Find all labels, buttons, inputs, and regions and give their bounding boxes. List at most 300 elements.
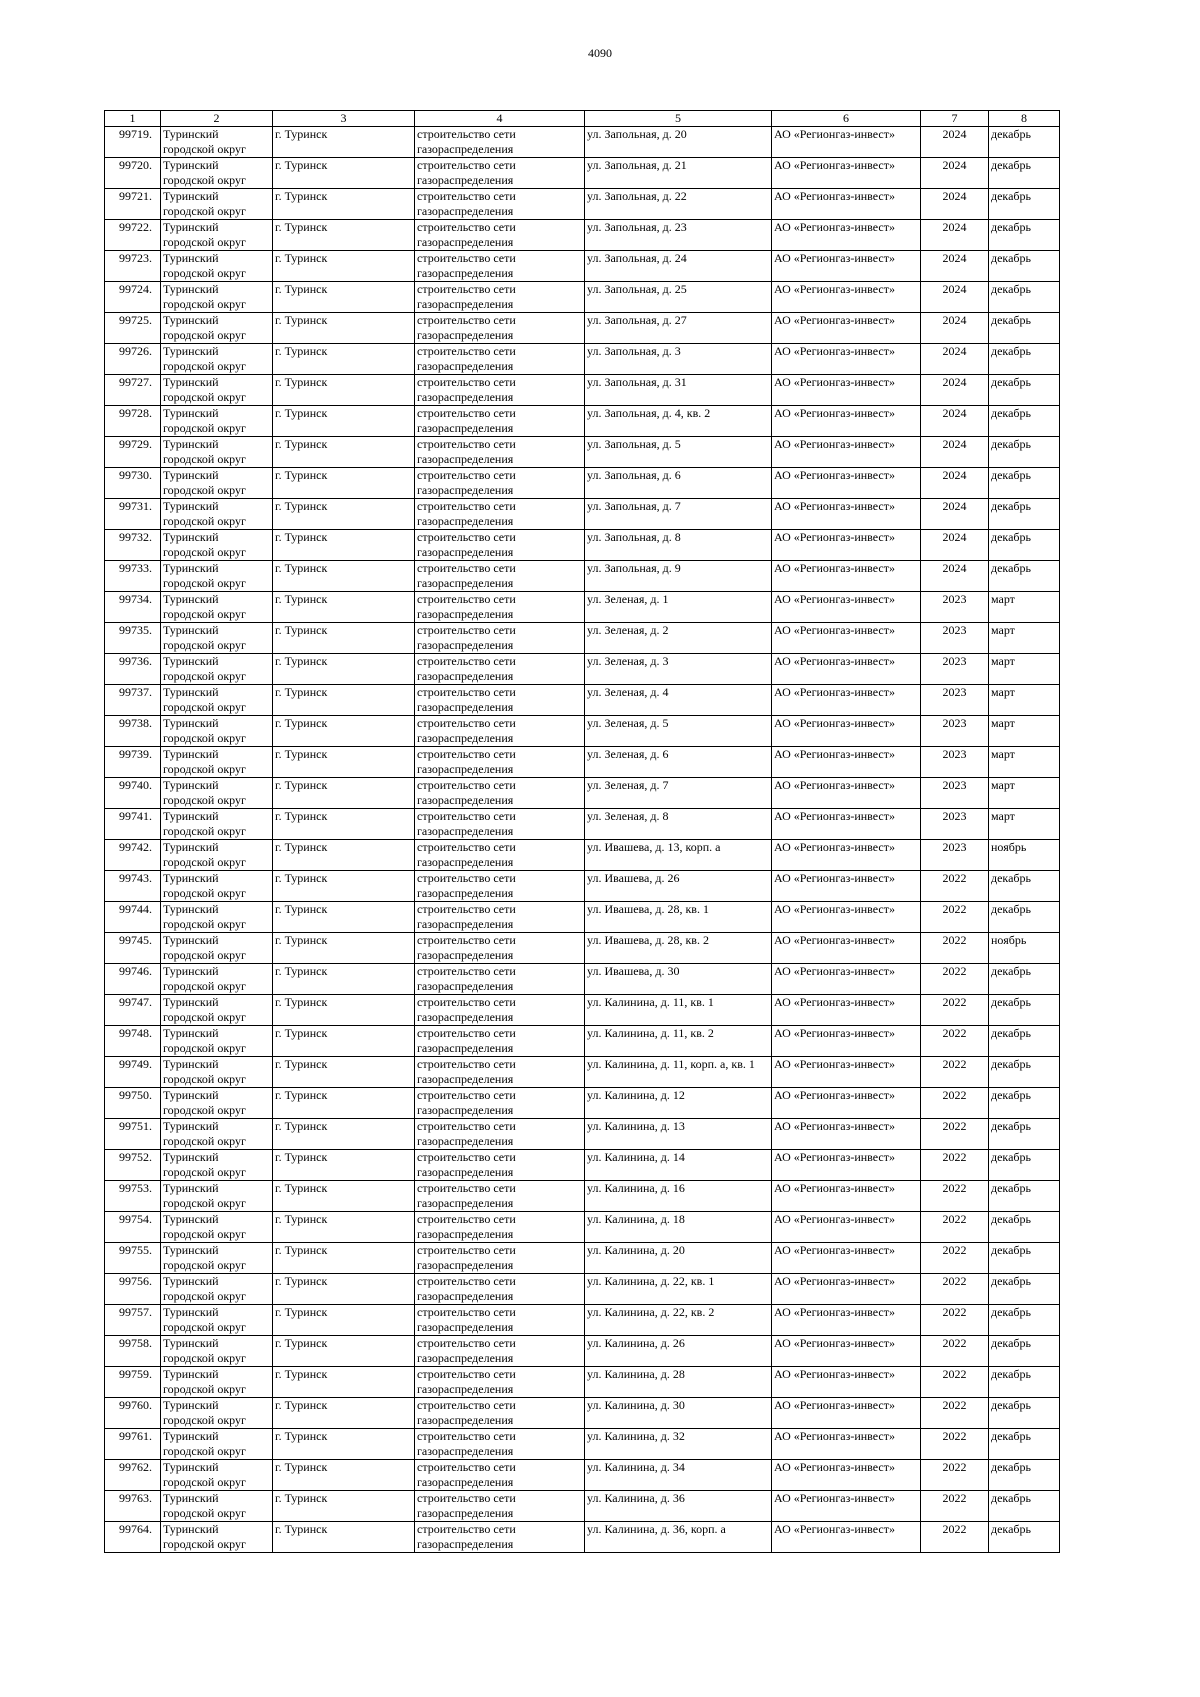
month-cell: декабрь: [989, 158, 1060, 189]
settlement-cell: г. Туринск: [273, 1522, 415, 1553]
address-cell: ул. Калинина, д. 20: [585, 1243, 772, 1274]
year-cell: 2023: [921, 654, 989, 685]
column-header: 7: [921, 111, 989, 127]
work-type-line-2: газораспределения: [417, 266, 514, 280]
address-cell: ул. Запольная, д. 31: [585, 375, 772, 406]
settlement-cell: г. Туринск: [273, 809, 415, 840]
work-type-line-2: газораспределения: [417, 235, 514, 249]
work-type-line-2: газораспределения: [417, 1196, 514, 1210]
district-line-1: Туринский: [163, 251, 219, 265]
district-line-2: городской округ: [163, 1351, 246, 1365]
table-row: [105, 1367, 1060, 1398]
row-number: 99719.: [105, 127, 161, 158]
district-line-2: городской округ: [163, 1320, 246, 1334]
organization-cell: АО «Регионгаз-инвест»: [772, 1460, 921, 1491]
district-line-2: городской округ: [163, 948, 246, 962]
settlement-cell: г. Туринск: [273, 933, 415, 964]
work-type-line-2: газораспределения: [417, 762, 514, 776]
work-type-line-1: строительство сети: [417, 375, 516, 389]
work-type-line-1: строительство сети: [417, 282, 516, 296]
district-line-2: городской округ: [163, 700, 246, 714]
row-number: 99750.: [105, 1088, 161, 1119]
work-type-line-2: газораспределения: [417, 917, 514, 931]
table-row: [105, 623, 1060, 654]
district-cell: [161, 1026, 273, 1057]
year-cell: 2023: [921, 685, 989, 716]
district-line-1: Туринский: [163, 1522, 219, 1536]
district-line-1: Туринский: [163, 468, 219, 482]
district-line-2: городской округ: [163, 1103, 246, 1117]
district-cell: [161, 1429, 273, 1460]
district-line-2: городской округ: [163, 1537, 246, 1551]
district-cell: [161, 499, 273, 530]
district-cell: [161, 1274, 273, 1305]
work-type-cell: [415, 1367, 585, 1398]
work-type-line-2: газораспределения: [417, 421, 514, 435]
address-cell: ул. Запольная, д. 5: [585, 437, 772, 468]
district-line-1: Туринский: [163, 1212, 219, 1226]
district-line-2: городской округ: [163, 390, 246, 404]
work-type-line-2: газораспределения: [417, 886, 514, 900]
district-line-1: Туринский: [163, 220, 219, 234]
work-type-cell: [415, 1429, 585, 1460]
work-type-line-1: строительство сети: [417, 127, 516, 141]
work-type-cell: [415, 1460, 585, 1491]
work-type-line-1: строительство сети: [417, 1181, 516, 1195]
table-row: [105, 406, 1060, 437]
organization-cell: АО «Регионгаз-инвест»: [772, 344, 921, 375]
row-number: 99760.: [105, 1398, 161, 1429]
settlement-cell: г. Туринск: [273, 375, 415, 406]
work-type-line-2: газораспределения: [417, 1289, 514, 1303]
settlement-cell: г. Туринск: [273, 1491, 415, 1522]
district-cell: [161, 654, 273, 685]
column-number-row: [105, 111, 1060, 127]
year-cell: 2022: [921, 964, 989, 995]
table-row: [105, 840, 1060, 871]
work-type-cell: [415, 1088, 585, 1119]
organization-cell: АО «Регионгаз-инвест»: [772, 964, 921, 995]
address-cell: ул. Калинина, д. 22, кв. 2: [585, 1305, 772, 1336]
table-row: [105, 561, 1060, 592]
address-cell: ул. Калинина, д. 11, корп. а, кв. 1: [585, 1057, 772, 1088]
year-cell: 2022: [921, 1057, 989, 1088]
district-line-1: Туринский: [163, 1088, 219, 1102]
organization-cell: АО «Регионгаз-инвест»: [772, 933, 921, 964]
row-number: 99730.: [105, 468, 161, 499]
year-cell: 2024: [921, 127, 989, 158]
year-cell: 2022: [921, 1460, 989, 1491]
settlement-cell: г. Туринск: [273, 1026, 415, 1057]
work-type-cell: [415, 468, 585, 499]
year-cell: 2022: [921, 1150, 989, 1181]
month-cell: декабрь: [989, 1305, 1060, 1336]
month-cell: декабрь: [989, 1057, 1060, 1088]
table-row: [105, 902, 1060, 933]
district-line-1: Туринский: [163, 592, 219, 606]
district-line-1: Туринский: [163, 809, 219, 823]
work-type-line-2: газораспределения: [417, 793, 514, 807]
table-row: [105, 871, 1060, 902]
settlement-cell: г. Туринск: [273, 685, 415, 716]
settlement-cell: г. Туринск: [273, 995, 415, 1026]
district-line-2: городской округ: [163, 235, 246, 249]
district-line-1: Туринский: [163, 1398, 219, 1412]
district-cell: [161, 964, 273, 995]
month-cell: декабрь: [989, 561, 1060, 592]
district-cell: [161, 1491, 273, 1522]
month-cell: декабрь: [989, 189, 1060, 220]
district-cell: [161, 1181, 273, 1212]
district-line-1: Туринский: [163, 561, 219, 575]
district-line-2: городской округ: [163, 1196, 246, 1210]
month-cell: март: [989, 747, 1060, 778]
work-type-line-2: газораспределения: [417, 731, 514, 745]
month-cell: декабрь: [989, 1243, 1060, 1274]
year-cell: 2023: [921, 747, 989, 778]
organization-cell: АО «Регионгаз-инвест»: [772, 127, 921, 158]
table-row: [105, 1243, 1060, 1274]
row-number: 99758.: [105, 1336, 161, 1367]
work-type-line-1: строительство сети: [417, 747, 516, 761]
work-type-cell: [415, 1181, 585, 1212]
district-cell: [161, 1119, 273, 1150]
work-type-line-1: строительство сети: [417, 158, 516, 172]
district-line-2: городской округ: [163, 731, 246, 745]
work-type-line-1: строительство сети: [417, 1088, 516, 1102]
row-number: 99762.: [105, 1460, 161, 1491]
settlement-cell: г. Туринск: [273, 1274, 415, 1305]
work-type-line-1: строительство сети: [417, 995, 516, 1009]
registry-table: [104, 110, 1060, 1553]
work-type-line-1: строительство сети: [417, 1336, 516, 1350]
row-number: 99743.: [105, 871, 161, 902]
settlement-cell: г. Туринск: [273, 840, 415, 871]
district-cell: [161, 1305, 273, 1336]
year-cell: 2024: [921, 561, 989, 592]
work-type-line-1: строительство сети: [417, 189, 516, 203]
district-line-1: Туринский: [163, 1336, 219, 1350]
year-cell: 2022: [921, 1522, 989, 1553]
work-type-cell: [415, 592, 585, 623]
month-cell: декабрь: [989, 344, 1060, 375]
address-cell: ул. Запольная, д. 7: [585, 499, 772, 530]
row-number: 99736.: [105, 654, 161, 685]
year-cell: 2022: [921, 1274, 989, 1305]
organization-cell: АО «Регионгаз-инвест»: [772, 1243, 921, 1274]
settlement-cell: г. Туринск: [273, 1305, 415, 1336]
month-cell: март: [989, 623, 1060, 654]
district-line-2: городской округ: [163, 514, 246, 528]
row-number: 99742.: [105, 840, 161, 871]
settlement-cell: г. Туринск: [273, 158, 415, 189]
row-number: 99751.: [105, 1119, 161, 1150]
work-type-line-2: газораспределения: [417, 1227, 514, 1241]
row-number: 99748.: [105, 1026, 161, 1057]
work-type-line-2: газораспределения: [417, 1351, 514, 1365]
address-cell: ул. Зеленая, д. 5: [585, 716, 772, 747]
row-number: 99725.: [105, 313, 161, 344]
year-cell: 2022: [921, 1367, 989, 1398]
work-type-line-2: газораспределения: [417, 1165, 514, 1179]
year-cell: 2024: [921, 437, 989, 468]
district-line-2: городской округ: [163, 359, 246, 373]
table-row: [105, 1088, 1060, 1119]
settlement-cell: г. Туринск: [273, 189, 415, 220]
district-cell: [161, 1336, 273, 1367]
month-cell: декабрь: [989, 251, 1060, 282]
month-cell: декабрь: [989, 1088, 1060, 1119]
address-cell: ул. Запольная, д. 3: [585, 344, 772, 375]
work-type-cell: [415, 220, 585, 251]
address-cell: ул. Запольная, д. 20: [585, 127, 772, 158]
organization-cell: АО «Регионгаз-инвест»: [772, 1336, 921, 1367]
address-cell: ул. Калинина, д. 26: [585, 1336, 772, 1367]
year-cell: 2023: [921, 809, 989, 840]
district-line-1: Туринский: [163, 375, 219, 389]
table-row: [105, 1026, 1060, 1057]
work-type-line-2: газораспределения: [417, 1506, 514, 1520]
address-cell: ул. Ивашева, д. 28, кв. 1: [585, 902, 772, 933]
row-number: 99755.: [105, 1243, 161, 1274]
address-cell: ул. Запольная, д. 8: [585, 530, 772, 561]
work-type-cell: [415, 964, 585, 995]
organization-cell: АО «Регионгаз-инвест»: [772, 1088, 921, 1119]
district-line-2: городской округ: [163, 1227, 246, 1241]
settlement-cell: г. Туринск: [273, 747, 415, 778]
row-number: 99724.: [105, 282, 161, 313]
work-type-cell: [415, 840, 585, 871]
address-cell: ул. Запольная, д. 24: [585, 251, 772, 282]
year-cell: 2022: [921, 1336, 989, 1367]
settlement-cell: г. Туринск: [273, 592, 415, 623]
work-type-cell: [415, 189, 585, 220]
work-type-line-1: строительство сети: [417, 840, 516, 854]
work-type-cell: [415, 1398, 585, 1429]
settlement-cell: г. Туринск: [273, 1150, 415, 1181]
year-cell: 2024: [921, 406, 989, 437]
column-header: 6: [772, 111, 921, 127]
table-row: [105, 809, 1060, 840]
work-type-cell: [415, 685, 585, 716]
work-type-line-2: газораспределения: [417, 855, 514, 869]
settlement-cell: г. Туринск: [273, 1429, 415, 1460]
row-number: 99763.: [105, 1491, 161, 1522]
table-row: [105, 1460, 1060, 1491]
month-cell: декабрь: [989, 127, 1060, 158]
work-type-line-1: строительство сети: [417, 685, 516, 699]
work-type-line-1: строительство сети: [417, 530, 516, 544]
district-line-1: Туринский: [163, 654, 219, 668]
year-cell: 2024: [921, 313, 989, 344]
address-cell: ул. Запольная, д. 9: [585, 561, 772, 592]
month-cell: ноябрь: [989, 933, 1060, 964]
district-line-2: городской округ: [163, 1041, 246, 1055]
work-type-cell: [415, 1522, 585, 1553]
settlement-cell: г. Туринск: [273, 468, 415, 499]
row-number: 99731.: [105, 499, 161, 530]
work-type-line-2: газораспределения: [417, 1134, 514, 1148]
work-type-cell: [415, 251, 585, 282]
month-cell: март: [989, 809, 1060, 840]
address-cell: ул. Ивашева, д. 30: [585, 964, 772, 995]
work-type-cell: [415, 1026, 585, 1057]
district-line-2: городской округ: [163, 886, 246, 900]
district-cell: [161, 251, 273, 282]
month-cell: декабрь: [989, 1181, 1060, 1212]
district-line-1: Туринский: [163, 685, 219, 699]
organization-cell: АО «Регионгаз-инвест»: [772, 1057, 921, 1088]
work-type-line-2: газораспределения: [417, 1413, 514, 1427]
work-type-line-2: газораспределения: [417, 173, 514, 187]
work-type-cell: [415, 902, 585, 933]
organization-cell: АО «Регионгаз-инвест»: [772, 1398, 921, 1429]
district-cell: [161, 189, 273, 220]
address-cell: ул. Зеленая, д. 6: [585, 747, 772, 778]
address-cell: ул. Калинина, д. 34: [585, 1460, 772, 1491]
work-type-line-1: строительство сети: [417, 1057, 516, 1071]
year-cell: 2024: [921, 530, 989, 561]
month-cell: март: [989, 778, 1060, 809]
work-type-line-1: строительство сети: [417, 1119, 516, 1133]
table-row: [105, 499, 1060, 530]
district-cell: [161, 561, 273, 592]
work-type-line-1: строительство сети: [417, 902, 516, 916]
work-type-line-2: газораспределения: [417, 483, 514, 497]
district-line-2: городской округ: [163, 669, 246, 683]
year-cell: 2024: [921, 158, 989, 189]
row-number: 99761.: [105, 1429, 161, 1460]
district-line-2: городской округ: [163, 1134, 246, 1148]
address-cell: ул. Калинина, д. 36, корп. а: [585, 1522, 772, 1553]
district-line-1: Туринский: [163, 313, 219, 327]
row-number: 99739.: [105, 747, 161, 778]
district-line-2: городской округ: [163, 793, 246, 807]
district-line-1: Туринский: [163, 1429, 219, 1443]
address-cell: ул. Зеленая, д. 2: [585, 623, 772, 654]
address-cell: ул. Калинина, д. 12: [585, 1088, 772, 1119]
work-type-cell: [415, 282, 585, 313]
work-type-cell: [415, 406, 585, 437]
settlement-cell: г. Туринск: [273, 282, 415, 313]
work-type-line-1: строительство сети: [417, 809, 516, 823]
district-line-2: городской округ: [163, 328, 246, 342]
district-cell: [161, 840, 273, 871]
district-line-2: городской округ: [163, 855, 246, 869]
settlement-cell: г. Туринск: [273, 654, 415, 685]
table-row: [105, 1305, 1060, 1336]
district-line-2: городской округ: [163, 917, 246, 931]
row-number: 99738.: [105, 716, 161, 747]
district-cell: [161, 1460, 273, 1491]
work-type-line-2: газораспределения: [417, 1444, 514, 1458]
month-cell: декабрь: [989, 499, 1060, 530]
settlement-cell: г. Туринск: [273, 530, 415, 561]
work-type-line-1: строительство сети: [417, 1212, 516, 1226]
month-cell: декабрь: [989, 220, 1060, 251]
row-number: 99721.: [105, 189, 161, 220]
work-type-line-2: газораспределения: [417, 359, 514, 373]
settlement-cell: г. Туринск: [273, 344, 415, 375]
address-cell: ул. Ивашева, д. 13, корп. а: [585, 840, 772, 871]
district-line-1: Туринский: [163, 1150, 219, 1164]
year-cell: 2024: [921, 282, 989, 313]
district-line-2: городской округ: [163, 483, 246, 497]
district-line-2: городской округ: [163, 1475, 246, 1489]
organization-cell: АО «Регионгаз-инвест»: [772, 406, 921, 437]
settlement-cell: г. Туринск: [273, 1243, 415, 1274]
year-cell: 2024: [921, 468, 989, 499]
table-row: [105, 437, 1060, 468]
district-line-2: городской округ: [163, 266, 246, 280]
table-row: [105, 468, 1060, 499]
address-cell: ул. Зеленая, д. 4: [585, 685, 772, 716]
table-row: [105, 933, 1060, 964]
table-row: [105, 716, 1060, 747]
settlement-cell: г. Туринск: [273, 1460, 415, 1491]
settlement-cell: г. Туринск: [273, 499, 415, 530]
work-type-line-2: газораспределения: [417, 1320, 514, 1334]
district-line-2: городской округ: [163, 576, 246, 590]
month-cell: декабрь: [989, 1274, 1060, 1305]
row-number: 99733.: [105, 561, 161, 592]
district-line-1: Туринский: [163, 158, 219, 172]
table-row: [105, 654, 1060, 685]
district-line-2: городской округ: [163, 1444, 246, 1458]
work-type-line-1: строительство сети: [417, 1429, 516, 1443]
work-type-line-2: газораспределения: [417, 142, 514, 156]
month-cell: март: [989, 716, 1060, 747]
organization-cell: АО «Регионгаз-инвест»: [772, 1305, 921, 1336]
address-cell: ул. Запольная, д. 6: [585, 468, 772, 499]
district-line-2: городской округ: [163, 204, 246, 218]
month-cell: декабрь: [989, 1522, 1060, 1553]
table-row: [105, 220, 1060, 251]
year-cell: 2023: [921, 840, 989, 871]
district-line-1: Туринский: [163, 530, 219, 544]
settlement-cell: г. Туринск: [273, 1181, 415, 1212]
year-cell: 2024: [921, 375, 989, 406]
year-cell: 2023: [921, 778, 989, 809]
organization-cell: АО «Регионгаз-инвест»: [772, 716, 921, 747]
work-type-line-1: строительство сети: [417, 623, 516, 637]
work-type-cell: [415, 313, 585, 344]
year-cell: 2022: [921, 1119, 989, 1150]
work-type-line-1: строительство сети: [417, 344, 516, 358]
year-cell: 2022: [921, 1305, 989, 1336]
settlement-cell: г. Туринск: [273, 220, 415, 251]
work-type-line-1: строительство сети: [417, 561, 516, 575]
work-type-line-1: строительство сети: [417, 592, 516, 606]
district-line-2: городской округ: [163, 545, 246, 559]
organization-cell: АО «Регионгаз-инвест»: [772, 809, 921, 840]
row-number: 99720.: [105, 158, 161, 189]
district-line-1: Туринский: [163, 282, 219, 296]
district-line-1: Туринский: [163, 127, 219, 141]
work-type-line-1: строительство сети: [417, 251, 516, 265]
work-type-line-2: газораспределения: [417, 1041, 514, 1055]
row-number: 99764.: [105, 1522, 161, 1553]
address-cell: ул. Запольная, д. 25: [585, 282, 772, 313]
table-row: [105, 995, 1060, 1026]
year-cell: 2022: [921, 1491, 989, 1522]
row-number: 99745.: [105, 933, 161, 964]
work-type-cell: [415, 995, 585, 1026]
month-cell: декабрь: [989, 1026, 1060, 1057]
month-cell: декабрь: [989, 468, 1060, 499]
address-cell: ул. Калинина, д. 11, кв. 2: [585, 1026, 772, 1057]
district-cell: [161, 1367, 273, 1398]
